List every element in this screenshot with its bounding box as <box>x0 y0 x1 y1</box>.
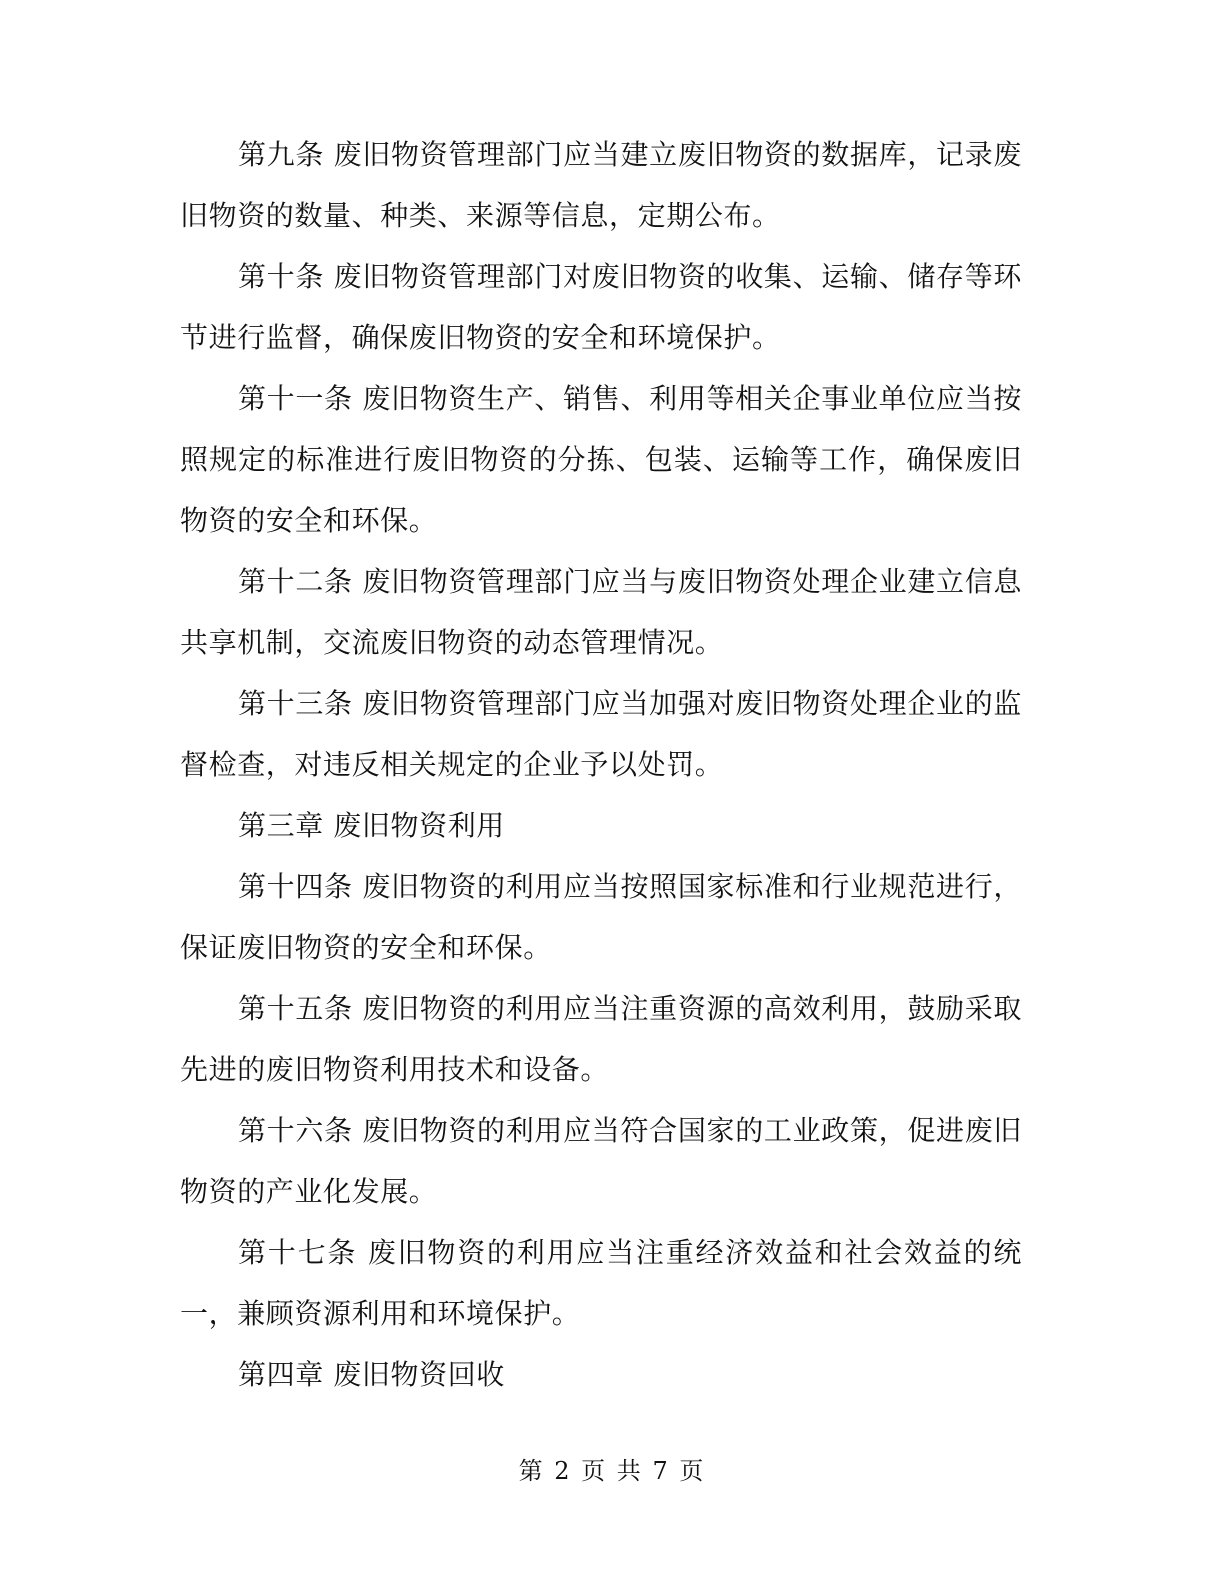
document-body <box>180 124 1022 1405</box>
article-13: 第十三条 废旧物资管理部门应当加强对废旧物资处理企业的监督检查，对违反相关规定的企业予以处罚。 <box>180 687 1022 781</box>
article-17: 第十七条 废旧物资的利用应当注重经济效益和社会效益的统一，兼顾资源利用和环境保护。 <box>180 1236 1022 1330</box>
article-14: 第十四条 废旧物资的利用应当按照国家标准和行业规范进行，保证废旧物资的安全和环保。 <box>180 870 1022 964</box>
article-10: 第十条 废旧物资管理部门对废旧物资的收集、运输、储存等环节进行监督，确保废旧物资的安全和环境保护。 <box>180 260 1022 354</box>
chapter-3-heading: 第三章 废旧物资利用 <box>238 809 505 842</box>
article-15: 第十五条 废旧物资的利用应当注重资源的高效利用，鼓励采取先进的废旧物资利用技术和设备。 <box>180 992 1022 1086</box>
article-9: 第九条 废旧物资管理部门应当建立废旧物资的数据库，记录废旧物资的数量、种类、来源等信息，定期公布。 <box>180 138 1022 232</box>
article-12: 第十二条 废旧物资管理部门应当与废旧物资处理企业建立信息共享机制，交流废旧物资的动态管理情况。 <box>180 565 1022 659</box>
article-16: 第十六条 废旧物资的利用应当符合国家的工业政策，促进废旧物资的产业化发展。 <box>180 1114 1022 1208</box>
page-number: 第 2 页 共 7 页 <box>518 1457 706 1485</box>
article-11: 第十一条 废旧物资生产、销售、利用等相关企事业单位应当按照规定的标准进行废旧物资的分拣、包装、运输等工作，确保废旧物资的安全和环保。 <box>180 382 1022 537</box>
chapter-4-heading: 第四章 废旧物资回收 <box>238 1358 505 1391</box>
page-footer <box>0 1454 1224 1488</box>
